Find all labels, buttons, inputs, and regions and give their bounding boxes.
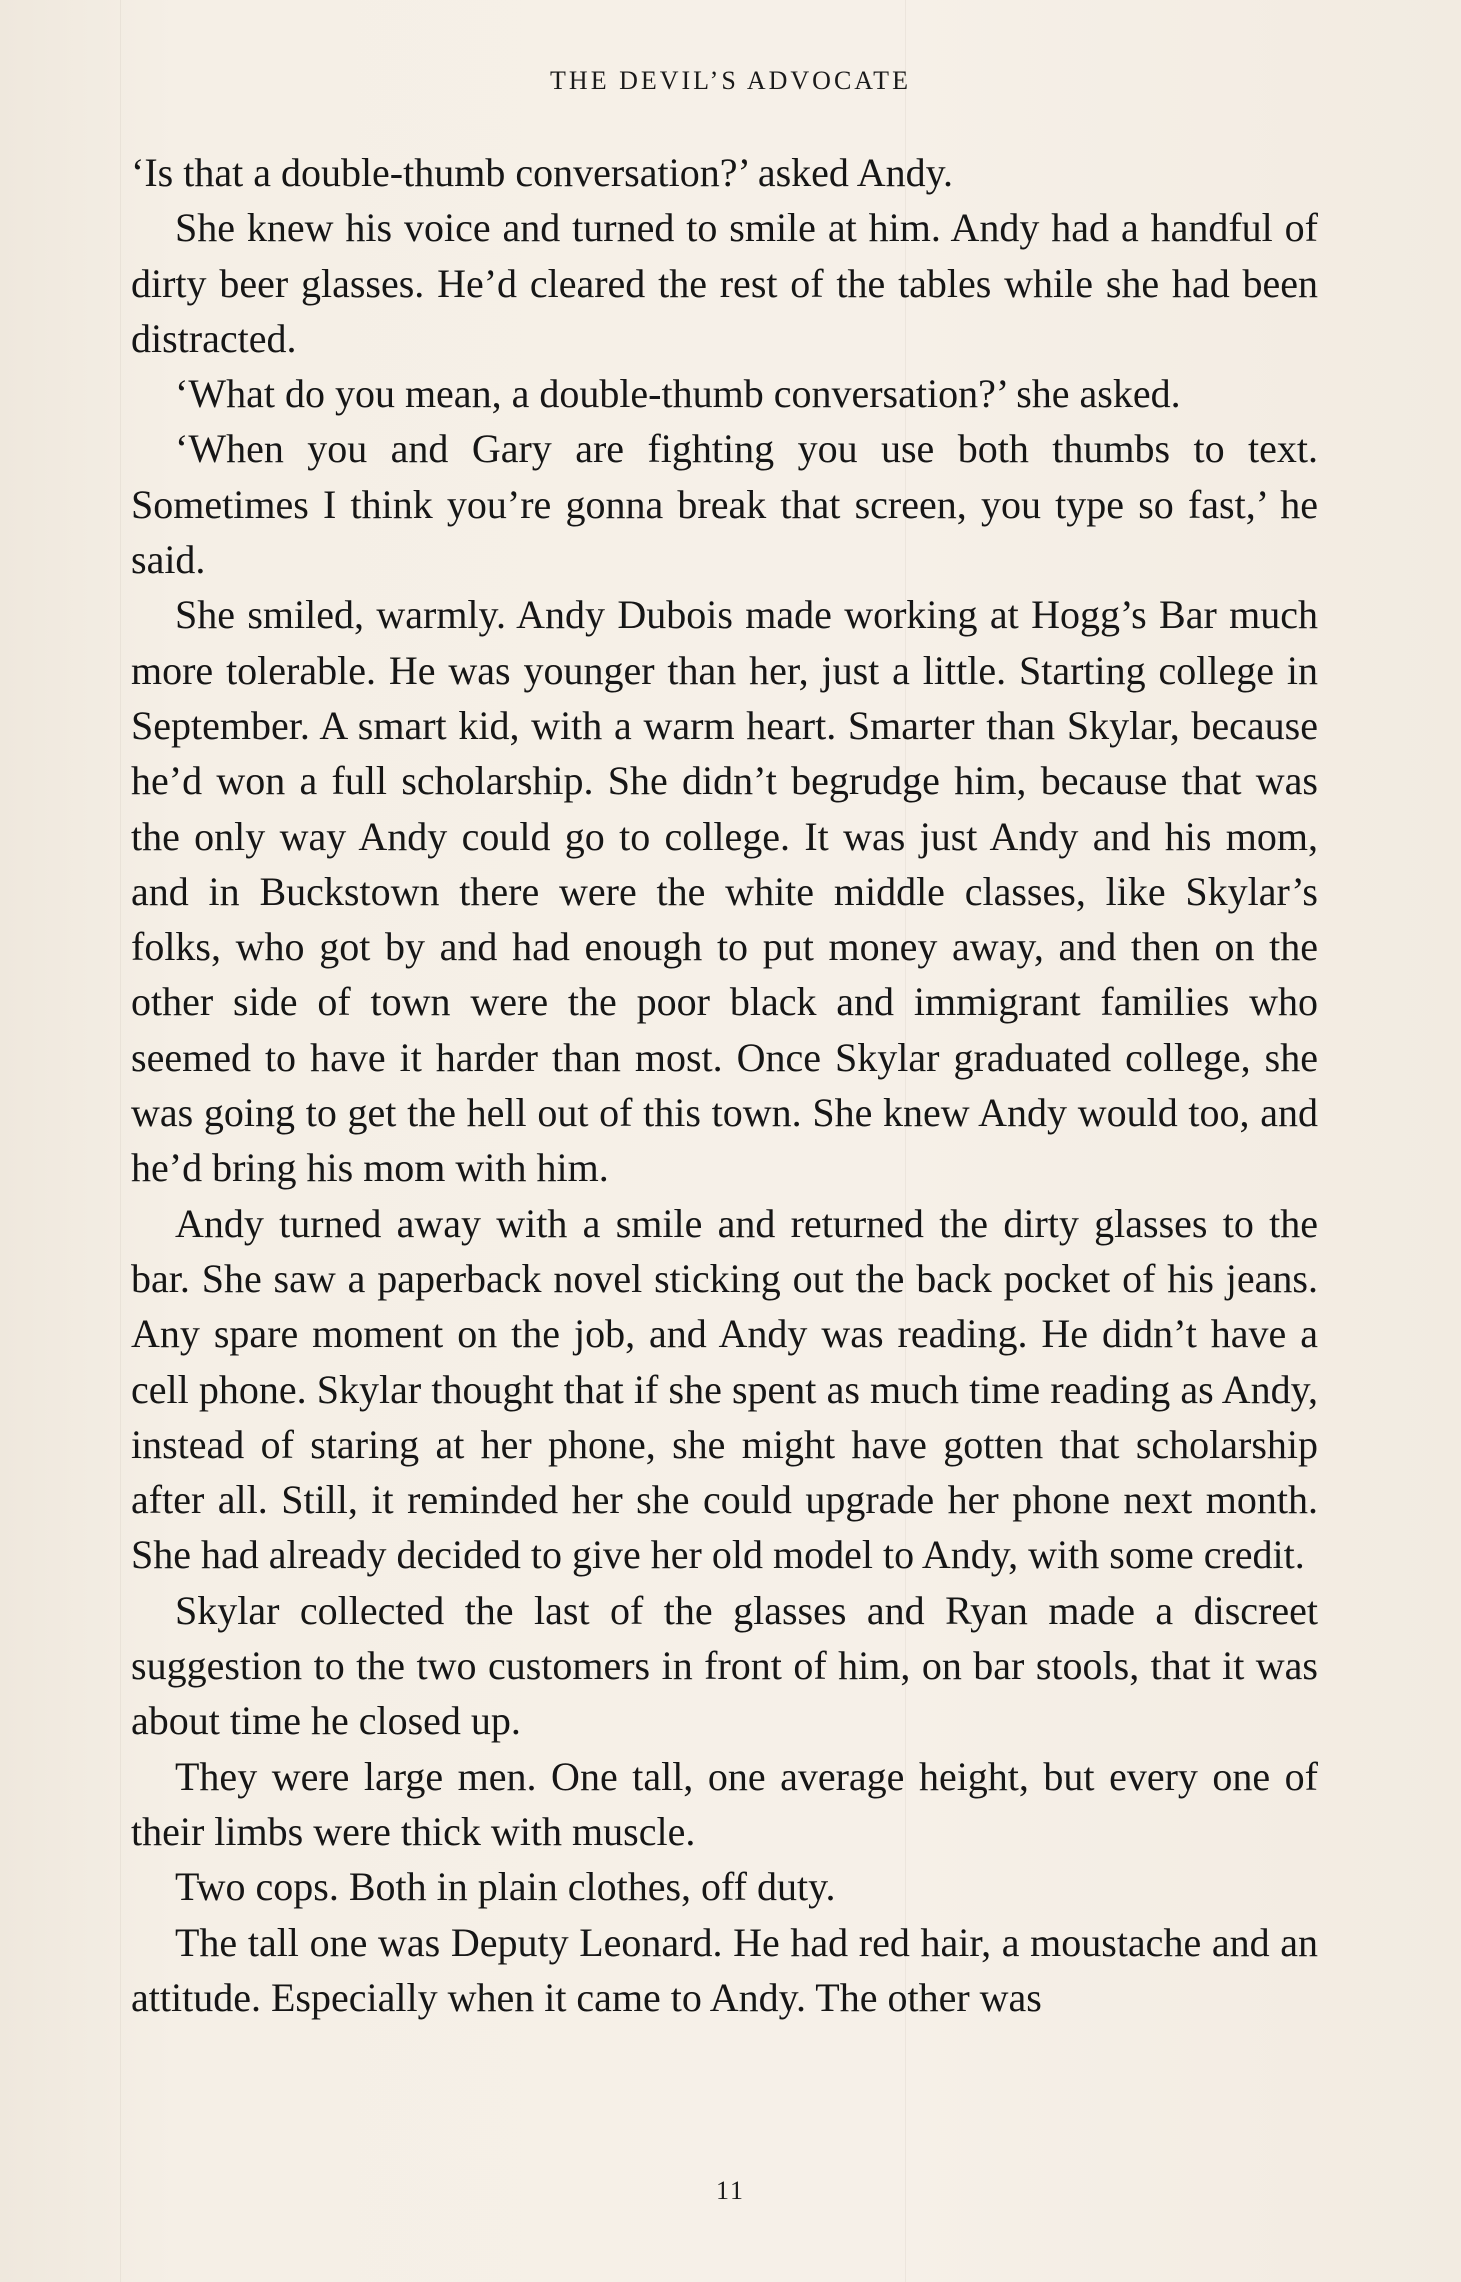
page-number: 11 (715, 2176, 746, 2205)
paragraph: Andy turned away with a smile and returned the dirty glasses to the bar. She saw a paperback novel sticking out the back pocket of his jeans. Any spare moment on the job, and Andy was reading. He didn’t have a cell phone. Skylar thought that if she spent as much time reading as Andy, instead of staring at her phone, she might have gotten that scholarship after all. Still, it reminded her she could upgrade her phone next month. She had already decided to give her old model to Andy, with some credit. (131, 1200, 1318, 1578)
paragraph: She smiled, warmly. Andy Dubois made working at Hogg’s Bar much more tolerable. He was younger than her, just a little. Starting college in September. A smart kid, with a warm heart. Smarter than Skylar, because he’d won a full scholarship. She didn’t begrudge him, because that was the only way Andy could go to college. It was just Andy and his mom, and in Buckstown there were the white middle classes, like Skylar’s folks, who got by and had enough to put money away, and then on the other side of town were the poor black and immigrant families who seemed to have it harder than most. Once Skylar graduated college, she was going to get the hell out of this town. She knew Andy would too, and he’d bring his mom with him. (131, 592, 1318, 1191)
paragraph: Two cops. Both in plain clothes, off duty. (175, 1864, 836, 1910)
paragraph: ‘What do you mean, a double-thumb conversation?’ she asked. (175, 371, 1181, 417)
paragraph: ‘Is that a double-thumb conversation?’ asked Andy. (131, 150, 953, 195)
paragraph: They were large men. One tall, one average height, but every one of their limbs were thick with muscle. (131, 1753, 1318, 1854)
running-head: THE DEVIL’S ADVOCATE (550, 66, 911, 95)
paragraph: She knew his voice and turned to smile at him. Andy had a handful of dirty beer glasses. He’d cleared the rest of the tables while she had been distracted. (131, 205, 1318, 361)
paragraph: The tall one was Deputy Leonard. He had red hair, a moustache and an attitude. Especially when it came to Andy. The other was (131, 1919, 1318, 2020)
paragraph: ‘When you and Gary are fighting you use both thumbs to text. Sometimes I think you’re gonna break that screen, you type so fast,’ he said. (131, 426, 1318, 583)
paper-crease (120, 0, 121, 2282)
paragraph: Skylar collected the last of the glasses and Ryan made a discreet suggestion to the two customers in front of him, on bar stools, that it was about time he closed up. (131, 1587, 1318, 1744)
body-text (131, 145, 1318, 2025)
